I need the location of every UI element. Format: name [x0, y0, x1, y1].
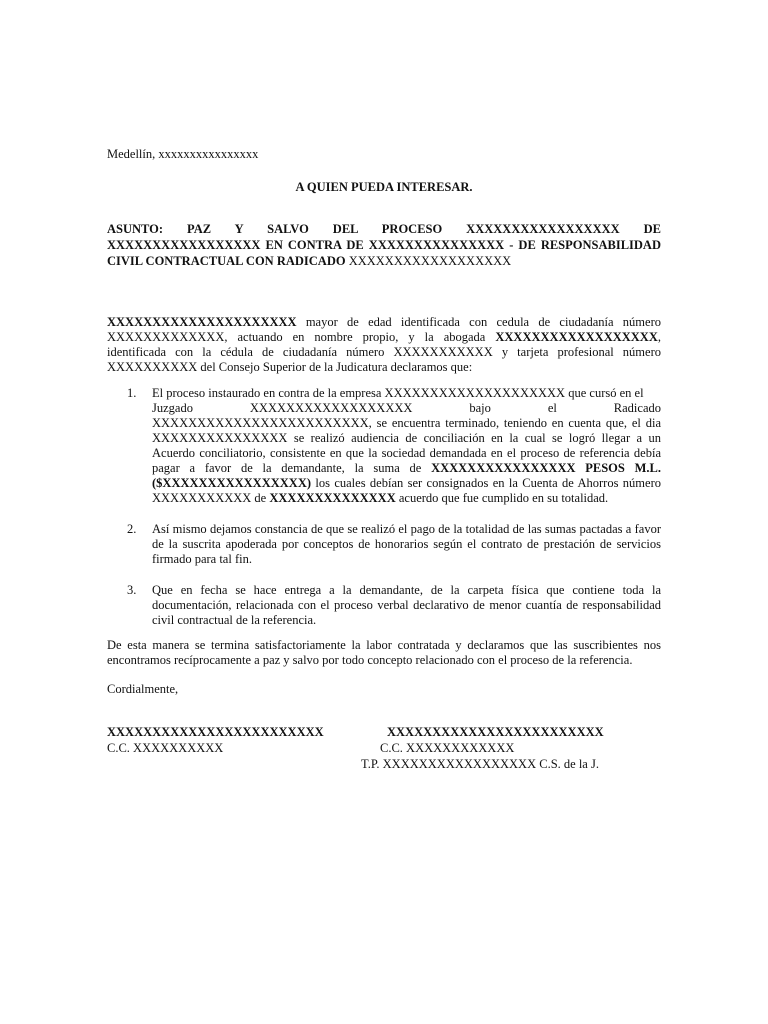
subject-line [107, 221, 661, 269]
list-number: 1. [127, 386, 137, 400]
point-2-text: Así mismo dejamos constancia de que se realizó el pago de la totalidad de las sumas pactadas a favor de la suscrita apoderada por conceptos de honorarios según el contrato de prestación de servicios firmado para tal fin. [152, 522, 661, 566]
point-1-text-b: que cursó en el [565, 386, 644, 400]
intro-text-1: mayor de edad identificada con cedula de ciudadanía número XXXXXXXXXXXXX, actuando en nombre propio, y la abogada [107, 315, 661, 344]
list-number: 2. [127, 522, 137, 536]
signer-professional-card: T.P. XXXXXXXXXXXXXXXXX C.S. de la J. [361, 757, 599, 771]
settlement-amount: XXXXXXXXXXXXXXXX PESOS M.L. ($XXXXXXXXXXXXXXXX) [152, 461, 662, 490]
court-id: XXXXXXXXXXXXXXXXXX [249, 401, 413, 415]
signature-left [107, 724, 324, 756]
point-1-text-a: El proceso instaurado en contra de la empresa [152, 386, 385, 400]
point-1-text-d: los cuales debían ser consignados en la Cuenta de Ahorros número XXXXXXXXXXX de [152, 476, 661, 505]
point-1-text-c: XXXXXXXXXXXXXXXXXXXXXXXX, se encuentra terminado, teniendo en cuenta que, el dia XXXXXXXXXXXXXXX se realizó audiencia de conciliación en la cual se logró llegar a un Acuerdo conciliatorio, consistente en que la sociedad demandada en el proceso de referencia debía pagar a favor de la demandante, la suma de [152, 416, 661, 475]
list-item [107, 386, 661, 506]
court-word: Juzgado [152, 401, 193, 415]
list-number: 3. [127, 583, 137, 597]
signature-block [107, 724, 661, 784]
signer-name: XXXXXXXXXXXXXXXXXXXXXXXX [387, 725, 604, 739]
signer-id: C.C. XXXXXXXXXX [107, 741, 224, 755]
point-1-text-e: acuerdo que fue cumplido en su totalidad. [395, 491, 609, 505]
subject-lead: ASUNTO: PAZ Y SALVO DEL PROCESO XXXXXXXXXXXXXXXXX DE XXXXXXXXXXXXXXXXX EN CONTRA DE XXXXXXXXXXXXXXX - DE RESPONSABILIDAD CIVIL CONTRACTUAL CON RADICADO [107, 222, 661, 268]
intro-text-2: , identificada con la cédula de ciudadanía número XXXXXXXXXXX y tarjeta profesional número XXXXXXXXXX del Consejo Superior de la Judicatura declaramos que: [107, 330, 661, 374]
radicado-word: Radicado [613, 401, 661, 415]
signer-name: XXXXXXXXXXXXXXXXXXXXXXXX [107, 725, 324, 739]
company-name: XXXXXXXXXXXXXXXXXXXX [384, 386, 566, 400]
letter-page [107, 146, 661, 784]
intro-paragraph [107, 315, 661, 375]
court-line [152, 401, 661, 416]
declarant-name: XXXXXXXXXXXXXXXXXXXXX [107, 315, 297, 329]
list-item [107, 583, 661, 628]
regards: Cordialmente, [107, 682, 179, 696]
point-3-text: Que en fecha se hace entrega a la demandante, de la carpeta física que contiene toda la documentación, relacionada con el proceso verbal declarativo de menor cuantía de responsabilidad civil contractual de la referencia. [152, 583, 661, 627]
signature-right [361, 724, 661, 772]
the-word: el [547, 401, 557, 415]
letter-heading: A QUIEN PUEDA INTERESAR. [295, 180, 473, 194]
subject-radicado: XXXXXXXXXXXXXXXXXX [348, 254, 512, 268]
closing-paragraph: De esta manera se termina satisfactoriamente la labor contratada y declaramos que las suscribientes nos encontramos recíprocamente a paz y salvo por todo concepto relacionado con el proceso de la referencia. [107, 638, 661, 667]
lawyer-name: XXXXXXXXXXXXXXXXXX [495, 330, 658, 344]
declaration-list [107, 386, 661, 628]
signer-id: C.C. XXXXXXXXXXXX [380, 741, 515, 755]
under-word: bajo [469, 401, 491, 415]
list-item [107, 522, 661, 567]
account-holder: XXXXXXXXXXXXXX [269, 491, 396, 505]
place-date: Medellín, xxxxxxxxxxxxxxxx [107, 147, 259, 161]
